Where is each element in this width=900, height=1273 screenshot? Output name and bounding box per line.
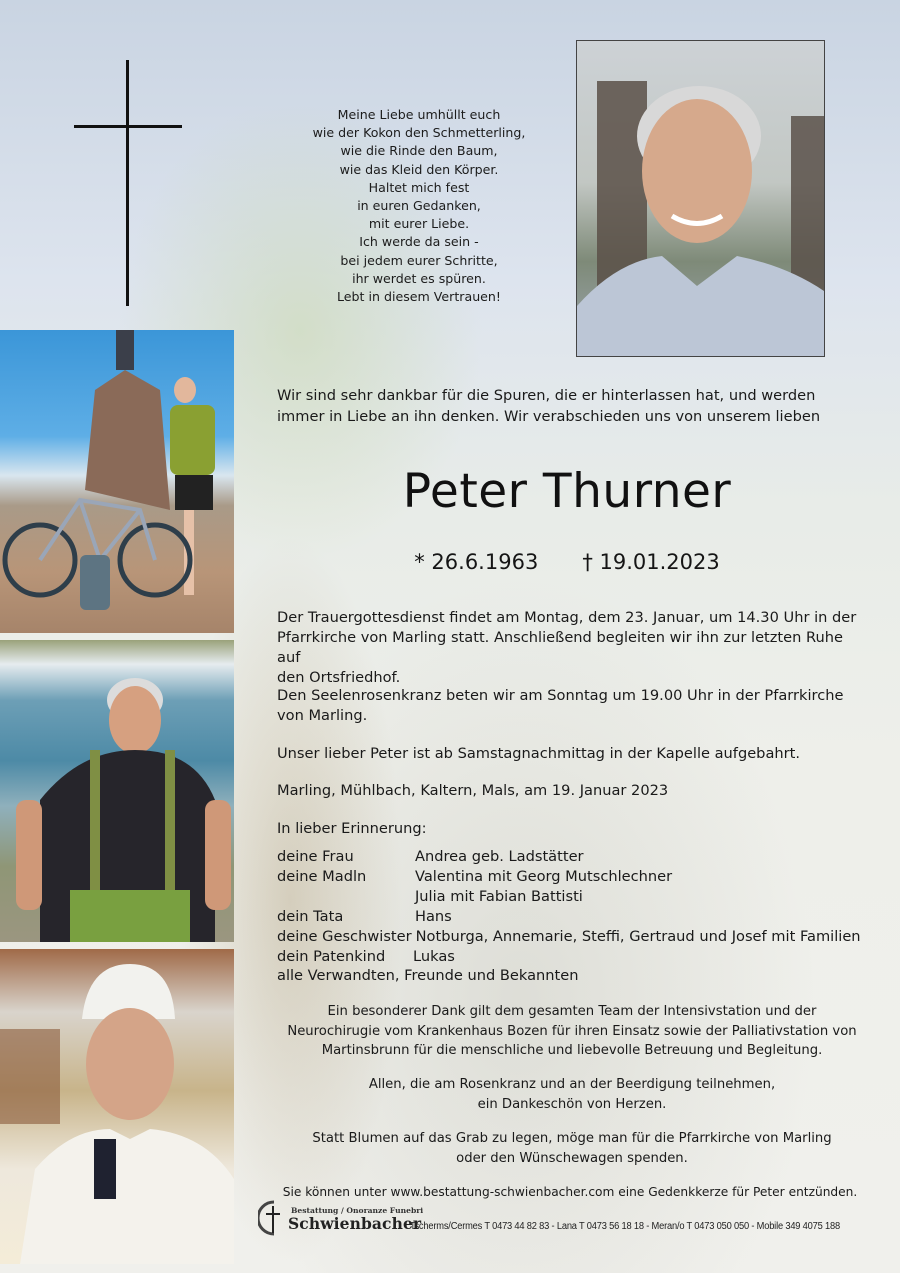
cycling-summit-photo [0, 330, 234, 633]
cross-icon [126, 60, 129, 306]
birth-date: * 26.6.1963 [414, 550, 539, 574]
family-relation: deine Frau [277, 848, 354, 865]
text-line: Martinsbrunn für die menschliche und liebevolle Betreuung und Begleitung. [321, 1043, 823, 1059]
family-row [277, 887, 877, 907]
family-row [277, 847, 877, 867]
family-row [277, 907, 877, 927]
family-row [277, 947, 877, 967]
text-line: ein Dankeschön von Herzen. [477, 1096, 667, 1112]
poem-line: Lebt in diesem Vertrauen! [337, 289, 501, 305]
intro-text [277, 385, 837, 427]
family-names: Hans [415, 907, 452, 925]
deceased-name: Peter Thurner [402, 464, 732, 519]
poem-line: Haltet mich fest [368, 179, 470, 195]
poem-line: Ich werde da sein - [359, 234, 479, 250]
memorial-candle-note: Sie können unter www.bestattung-schwienbacher.com eine Gedenkkerze für Peter entzünden. [282, 1185, 858, 1199]
text-line: Ein besonderer Dank gilt dem gesamten Team der Intensivstation und der [327, 1004, 817, 1019]
cross-icon-bar [74, 125, 182, 128]
poem-line: in euren Gedanken, [357, 198, 481, 214]
family-relation: deine Geschwister [277, 927, 412, 945]
funeral-home-logo-icon [258, 1200, 288, 1236]
family-names: Lukas [413, 947, 455, 965]
lying-in-state-info: Unser lieber Peter ist ab Samstagnachmittag in der Kapelle aufgebahrt. [277, 745, 801, 762]
funeral-home-contacts: Tscherms/Cermes T 0473 44 82 83 - Lana T 0473 56 18 18 - Meran/o T 0473 050 050 - Mobile 349 4075 188 [410, 1221, 840, 1232]
family-row [277, 867, 877, 887]
family-names: Notburga, Annemarie, Steffi, Gertraud und Josef mit Familien [415, 927, 861, 945]
text-line: Den Seelenrosenkranz beten wir am Sonntag um 19.00 Uhr in der Pfarrkirche [277, 687, 844, 704]
family-row [277, 927, 877, 947]
family-relation: dein Tata [277, 907, 344, 925]
poem-line: wie die Rinde den Baum, [340, 143, 498, 159]
family-row [277, 966, 877, 986]
attendees-thanks [272, 1075, 872, 1114]
death-date: † 19.01.2023 [582, 550, 720, 574]
text-line: Neurochirugie vom Krankenhaus Bozen für ihren Einsatz sowie der Palliativstation von [287, 1023, 857, 1039]
funeral-home-tagline: Bestattung / Onoranze Funebri [291, 1206, 424, 1215]
text-line: oder den Wünschewagen spenden. [456, 1150, 688, 1166]
chef-photo [0, 949, 234, 1264]
family-relation: deine Madln [277, 867, 367, 885]
poem-line: wie der Kokon den Schmetterling, [312, 125, 526, 141]
portrait-photo [576, 40, 825, 357]
thanks-text [272, 1002, 872, 1061]
rosary-info [277, 686, 867, 726]
text-line: Statt Blumen auf das Grab zu legen, möge man für die Pfarrkirche von Marling [312, 1131, 832, 1146]
text-line: von Marling. [277, 707, 368, 724]
text-line: den Ortsfriedhof. [277, 669, 401, 686]
family-names: Andrea geb. Ladstätter [415, 848, 584, 865]
funeral-home-name: Schwienbacher [288, 1214, 422, 1233]
poem-line: ihr werdet es spüren. [352, 270, 486, 286]
poem-line: mit eurer Liebe. [368, 216, 470, 232]
family-relation [277, 887, 415, 907]
text-line: Der Trauergottesdienst findet am Montag, dem 23. Januar, um 14.30 Uhr in der [277, 609, 857, 626]
intro-line: immer in Liebe an ihn denken. Wir verabschieden uns von unserem lieben [277, 408, 821, 425]
text-line: Allen, die am Rosenkranz und an der Beerdigung teilnehmen, [368, 1077, 776, 1092]
family-relation: alle Verwandten, Freunde und Bekannten [277, 967, 579, 985]
family-names: Valentina mit Georg Mutschlechner [415, 867, 673, 885]
hiking-lake-photo [0, 640, 234, 942]
donation-note [272, 1129, 872, 1168]
funeral-service-info [277, 608, 867, 688]
poem-line: wie das Kleid den Körper. [339, 161, 499, 177]
life-dates [277, 546, 857, 578]
family-list [277, 847, 877, 986]
remembrance-heading: In lieber Erinnerung: [277, 820, 427, 837]
poem-line: bei jedem eurer Schritte, [340, 252, 498, 268]
intro-line: Wir sind sehr dankbar für die Spuren, die er hinterlassen hat, und werden [277, 387, 816, 404]
family-relation: dein Patenkind [277, 947, 386, 965]
poem-line: Meine Liebe umhüllt euch [337, 107, 501, 122]
poem [282, 106, 556, 306]
place-date: Marling, Mühlbach, Kaltern, Mals, am 19. Januar 2023 [277, 782, 669, 799]
text-line: Pfarrkirche von Marling statt. Anschließend begleiten wir ihn zur letzten Ruhe auf [277, 629, 843, 666]
family-names: Julia mit Fabian Battisti [415, 887, 583, 905]
